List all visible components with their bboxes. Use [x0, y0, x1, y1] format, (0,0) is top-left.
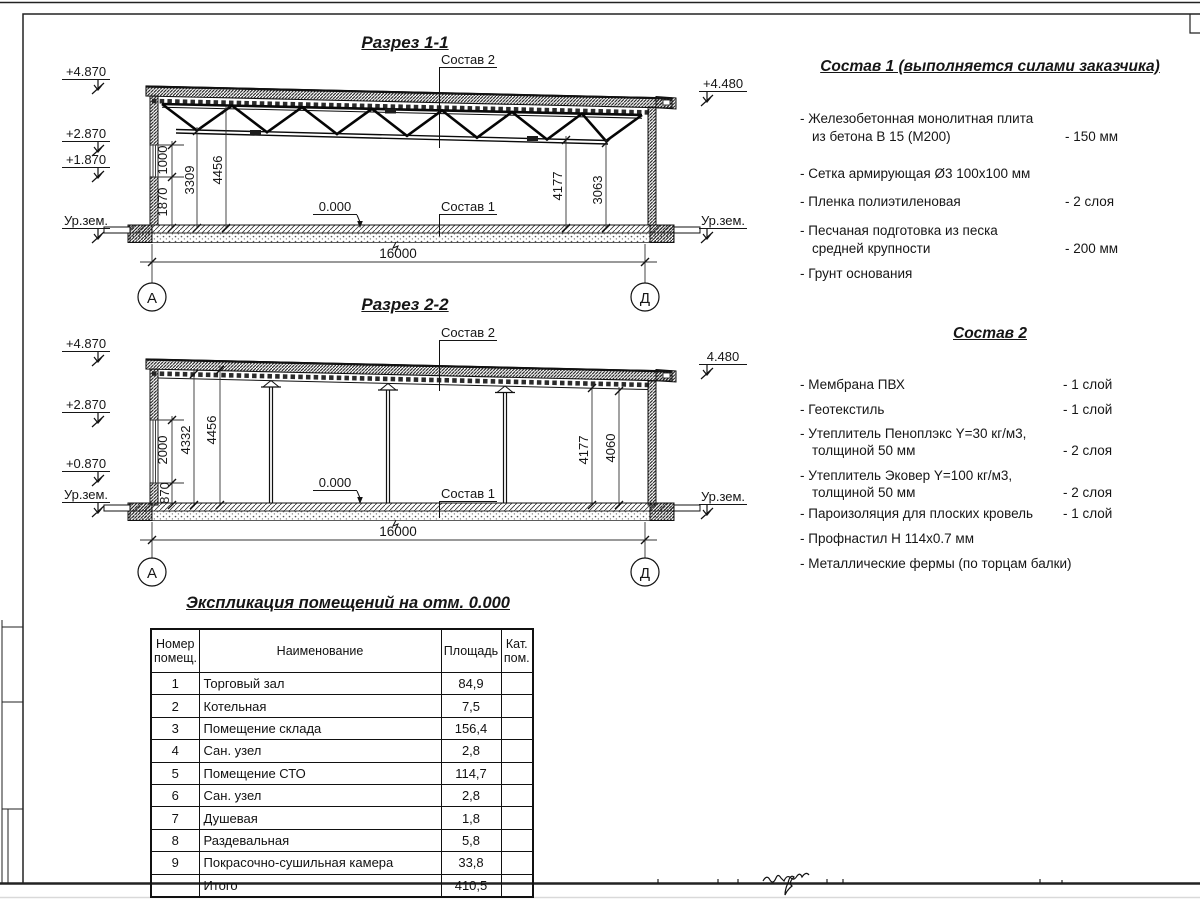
- table-row: [151, 717, 533, 739]
- room-num: [151, 874, 199, 897]
- s2-dim-2000: 2000: [155, 435, 170, 465]
- sostav1-item-line: - Железобетонная монолитная плита: [800, 111, 1034, 126]
- sostav1-item-line: - Грунт основания: [800, 266, 913, 281]
- room-area: 33,8: [441, 852, 501, 874]
- sostav2-item-line: - Утеплитель Пеноплэкс Y=30 кг/м3,: [800, 426, 1027, 441]
- sostav2-item-line: толщиной 50 мм: [812, 443, 916, 458]
- section-1-1-title: Разрез 1-1: [361, 33, 449, 52]
- s2-span-dim: 16000: [379, 524, 417, 539]
- s1-sostav1-leader-label: Состав 1: [439, 199, 497, 215]
- sostav2-item-line: - Профнастил Н 114х0.7 мм: [800, 531, 974, 546]
- s2-dim-4060: 4060: [603, 433, 618, 463]
- room-schedule-table: [150, 628, 534, 898]
- table-row: [151, 673, 533, 695]
- s2-sostav2-leader-label: Состав 2: [439, 325, 497, 341]
- col-header-num: Номер помещ.: [151, 629, 199, 673]
- table-row: [151, 740, 533, 762]
- s1-elevation-mark-right: +4.480: [699, 76, 747, 92]
- s1-axis-letter-d: Д: [639, 290, 651, 307]
- room-cat: [501, 874, 533, 897]
- room-num: 9: [151, 852, 199, 874]
- room-area: 410,5: [441, 874, 501, 897]
- sostav1-item-line: средней крупности: [812, 241, 931, 256]
- room-table-title: Экспликация помещений на отм. 0.000: [186, 594, 510, 612]
- table-row: [151, 695, 533, 717]
- sostav2-item-line: - Геотекстиль: [800, 402, 885, 417]
- room-name: Помещение СТО: [199, 762, 441, 784]
- room-area: 156,4: [441, 717, 501, 739]
- sostav1-item-value: - 2 слоя: [1065, 194, 1115, 209]
- s1-elevation-mark: +2.870: [62, 126, 110, 142]
- sostav2-item-value: - 1 слой: [1063, 506, 1113, 521]
- sostav2-item-value: - 2 слоя: [1063, 485, 1113, 500]
- room-name: Душевая: [199, 807, 441, 829]
- s1-ground-level-label-right: Ур.зем.: [700, 213, 746, 228]
- room-cat: [501, 807, 533, 829]
- room-num: 3: [151, 717, 199, 739]
- sostav2-item-value: - 2 слоя: [1063, 443, 1113, 458]
- s1-sostav2-leader-label: Состав 2: [439, 52, 497, 68]
- s1-dim-1000: 1000: [155, 145, 170, 175]
- table-row: [151, 807, 533, 829]
- s2-elevation-mark: +2.870: [62, 397, 110, 413]
- room-area: 2,8: [441, 740, 501, 762]
- section-2-2-title: Разрез 2-2: [361, 295, 449, 314]
- room-name: Помещение склада: [199, 717, 441, 739]
- s2-elevation-mark: +0.870: [62, 456, 110, 472]
- col-header-area: Площадь: [441, 629, 501, 673]
- sostav2-item-line: - Металлические фермы (по торцам балки): [800, 556, 1072, 571]
- sostav1-item-value: - 200 мм: [1065, 241, 1119, 256]
- room-area: 1,8: [441, 807, 501, 829]
- room-num: 4: [151, 740, 199, 762]
- s2-elevation-mark: +4.870: [62, 336, 110, 352]
- sostav2-item-value: - 1 слой: [1063, 377, 1113, 392]
- s2-dim-4456: 4456: [204, 415, 219, 445]
- s1-elevation-mark: +1.870: [62, 152, 110, 168]
- s1-dim-4177: 4177: [550, 171, 565, 201]
- s2-dim-870: 870: [157, 482, 172, 504]
- s2-axis-letter-a: А: [146, 565, 157, 582]
- room-cat: [501, 762, 533, 784]
- s2-ground-level-label: Ур.зем.: [63, 487, 109, 502]
- s1-dim-4456: 4456: [210, 155, 225, 185]
- s2-dim-4177: 4177: [576, 435, 591, 465]
- sostav1-item-line: - Сетка армирующая Ø3 100х100 мм: [800, 166, 1031, 181]
- sostav1-item-line: из бетона В 15 (М200): [812, 129, 951, 144]
- sostav2-item-line: - Мембрана ПВХ: [800, 377, 905, 392]
- s1-dim-3063: 3063: [590, 175, 605, 205]
- s1-dim-1870: 1870: [155, 187, 170, 217]
- room-name: Сан. узел: [199, 784, 441, 806]
- room-cat: [501, 673, 533, 695]
- s1-dim-3309: 3309: [182, 165, 197, 195]
- room-cat: [501, 784, 533, 806]
- room-area: 114,7: [441, 762, 501, 784]
- table-row: [151, 784, 533, 806]
- s2-elevation-mark-right: 4.480: [699, 349, 747, 365]
- s1-ground-level-label: Ур.зем.: [63, 213, 109, 228]
- room-num: 7: [151, 807, 199, 829]
- sostav2-item-line: - Утеплитель Эковер Y=100 кг/м3,: [800, 468, 1013, 483]
- table-header-row: [151, 629, 533, 673]
- room-name: Итого: [199, 874, 441, 897]
- room-name: Сан. узел: [199, 740, 441, 762]
- s1-axis-letter-a: А: [146, 290, 157, 307]
- table-row-total: [151, 874, 533, 897]
- room-num: 1: [151, 673, 199, 695]
- room-area: 7,5: [441, 695, 501, 717]
- s2-sostav1-leader-label: Состав 1: [439, 486, 497, 502]
- room-name: Котельная: [199, 695, 441, 717]
- sostav2-panel-title: Состав 2: [953, 325, 1027, 342]
- sostav1-panel-title: Состав 1 (выполняется силами заказчика): [820, 58, 1160, 75]
- room-area: 84,9: [441, 673, 501, 695]
- room-name: Раздевальная: [199, 829, 441, 851]
- room-cat: [501, 852, 533, 874]
- sostav2-item-line: толщиной 50 мм: [812, 485, 916, 500]
- sostav1-item-value: - 150 мм: [1065, 129, 1119, 144]
- sostav2-item-value: - 1 слой: [1063, 402, 1113, 417]
- col-header-name: Наименование: [199, 629, 441, 673]
- sostav1-item-line: - Песчаная подготовка из песка: [800, 223, 998, 238]
- s1-zero-level-label: 0.000: [313, 199, 357, 215]
- s2-dim-4332: 4332: [178, 425, 193, 455]
- col-header-cat: Кат. пом.: [501, 629, 533, 673]
- room-cat: [501, 829, 533, 851]
- room-cat: [501, 740, 533, 762]
- table-row: [151, 829, 533, 851]
- s2-ground-level-label-right: Ур.зем.: [700, 489, 746, 504]
- s2-zero-level-label: 0.000: [313, 475, 357, 491]
- room-area: 5,8: [441, 829, 501, 851]
- s1-elevation-mark: +4.870: [62, 64, 110, 80]
- room-name: Покрасочно-сушильная камера: [199, 852, 441, 874]
- table-row: [151, 762, 533, 784]
- sostav2-item-line: - Пароизоляция для плоских кровель: [800, 506, 1034, 521]
- room-num: 6: [151, 784, 199, 806]
- s2-axis-letter-d: Д: [639, 565, 651, 582]
- room-num: 2: [151, 695, 199, 717]
- room-num: 8: [151, 829, 199, 851]
- sostav1-item-line: - Пленка полиэтиленовая: [800, 194, 961, 209]
- s1-span-dim: 16000: [379, 246, 417, 261]
- room-name: Торговый зал: [199, 673, 441, 695]
- room-cat: [501, 717, 533, 739]
- room-area: 2,8: [441, 784, 501, 806]
- room-cat: [501, 695, 533, 717]
- table-row: [151, 852, 533, 874]
- room-num: 5: [151, 762, 199, 784]
